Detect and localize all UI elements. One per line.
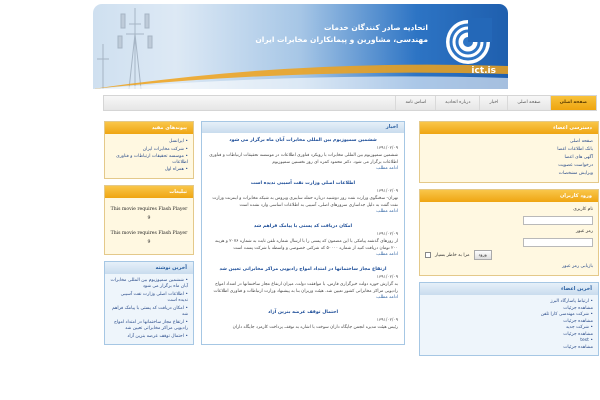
latest-posts-box (104, 261, 194, 345)
read-more-link[interactable]: ادامه مطلب (376, 252, 398, 257)
access-link[interactable]: ویرایش مشخصات (558, 171, 593, 176)
news-article (208, 180, 398, 214)
header-title (255, 22, 428, 46)
article-title[interactable]: امکان دریافت کد پستی با پیامک فراهم شد (253, 224, 353, 229)
access-link[interactable]: بانک اطلاعات اعضا (557, 147, 593, 152)
access-link[interactable]: صفحه اصلی (569, 139, 593, 144)
login-title: ورود کاربران (420, 190, 598, 202)
username-input[interactable] (523, 216, 593, 225)
remember-me-label: مرا به خاطر بسپار (435, 252, 470, 258)
latest-post-link[interactable]: • اطلاعات اصلی وزارت نفت آسیبی ندیده است (120, 292, 188, 303)
article-date: ۱۳۹۱/۰۲/۰۹ (376, 275, 398, 280)
nav-item-news[interactable]: اخبار (479, 96, 507, 110)
latest-members-title: آخرین اعضاء (420, 283, 598, 295)
article-summary: به گزارش حوزه دولت خبرگزاری فارس، با موافقت دولت، میزان ارتفاع مجاز ساختمانها در امتداد امواج رادیویی مراکز مخابراتی کشور تعیین شد. هیئت وزیران بنا به پیشنهاد وزارت ارتباطات و فناوری اطلاعات (213, 282, 398, 294)
member-link[interactable]: • شرکت مهندسی کارا تلفن (540, 312, 593, 317)
header-title-line1: اتحادیه صادر کنندگان خدمات (323, 23, 428, 32)
member-link[interactable]: • ارتباط پاسارگاد البرز (550, 299, 593, 304)
nav-item-home-active[interactable]: صفحه اصلی (550, 96, 596, 110)
latest-members-box (419, 282, 599, 356)
flash-placeholder: This movie requires Flash Player 9 (110, 207, 188, 221)
member-details-link[interactable]: مشاهده جزئیات (563, 318, 593, 324)
article-summary: رئیس هیئت مدیره انجمن جایگاه داران سوخت با اشاره به توقف پرداخت کارمزد جایگاه داران (232, 325, 398, 330)
member-link[interactable]: • test (580, 338, 593, 343)
access-link[interactable]: آگهی های اعضا (564, 155, 593, 160)
password-input[interactable] (523, 238, 593, 247)
logo-text: ict.is (471, 66, 496, 76)
link-item[interactable]: • شرکت مخابرات ایران (142, 147, 188, 152)
nav-item-home[interactable]: صفحه اصلی (507, 96, 549, 110)
article-date: ۱۳۹۱/۰۲/۰۹ (376, 318, 398, 323)
globe-logo-icon (436, 12, 500, 72)
flash-placeholder: This movie requires Flash Player 9 (110, 231, 188, 245)
news-article (208, 137, 398, 171)
article-summary: تهران- سخنگوی وزارت نفت روز دوشنبه درباره حمله سایبری ویروس به شبکه مخابرات و اینترنت وزارت نفت گفت به دلیل جداسازی سرورهای اصلی، آسیبی به اطلاعات اساسی وارد نشده است (212, 196, 398, 208)
latest-post-link[interactable]: • ششمین سمپوزیوم بین المللی مخابرات آبان ماه برگزار می شود (110, 278, 188, 289)
site-header (93, 4, 508, 89)
latest-post-link[interactable]: • امکان دریافت کد پستی با پیامک فراهم شد (111, 306, 188, 317)
link-item[interactable]: • همراه اول (164, 167, 188, 172)
read-more-link[interactable]: ادامه مطلب (376, 166, 398, 171)
useful-links-box (104, 121, 194, 179)
nav-item-charter[interactable]: اساس نامه (395, 96, 435, 110)
link-item[interactable]: • موسسه تحقیقات ارتباطات و فناوری اطلاعات (116, 154, 188, 165)
news-article (208, 309, 398, 331)
login-button[interactable]: ورود (474, 250, 492, 260)
article-title[interactable]: ارتقاع مجاز ساختمانها در امتداد امواج رادیویی مراکز مخابراتی تعیین شد (219, 267, 387, 272)
news-article (208, 266, 398, 300)
article-date: ۱۳۹۱/۰۲/۰۹ (376, 146, 398, 151)
article-summary: از روزهای گذشته پیامکی با این مضمون که پستی را با ارسال شماره تلفن ثابت به شماره ۲۰۷۶ و هزینه ۲۰۰ تومان دریافت کنید از شماره ۵۰۰۰۰ که شرکتی خصوصی و واسطه با شرکت پست است (214, 239, 398, 251)
article-title[interactable]: ششمین سمپوزیوم بین المللی مخابرات آبان ماه برگزار می شود (229, 138, 377, 143)
news-article (208, 223, 398, 257)
left-sidebar (104, 121, 194, 351)
login-box (419, 189, 599, 276)
member-details-link[interactable]: مشاهده جزئیات (563, 305, 593, 311)
username-label: نام کاربری (573, 207, 593, 212)
link-item[interactable]: • ایرانسل (169, 139, 188, 144)
remember-me-checkbox[interactable] (425, 252, 431, 258)
access-link[interactable]: درخواست عضویت (558, 163, 593, 168)
ads-box (104, 185, 194, 255)
member-access-title: دسترسی اعضاء (420, 122, 598, 134)
news-title: اخبار (202, 122, 404, 133)
read-more-link[interactable]: ادامه مطلب (376, 295, 398, 300)
latest-post-link[interactable]: • ارتقاع مجاز ساختمانها در امتداد امواج رادیویی مراکز مخابراتی تعیین شد (113, 320, 188, 331)
article-title[interactable]: احتمال توقف عرضه بنزین آزاد (267, 310, 339, 315)
news-column (201, 121, 405, 345)
article-date: ۱۳۹۱/۰۲/۰۹ (376, 232, 398, 237)
latest-post-link[interactable]: • احتمال توقف عرضه بنزین آزاد (127, 334, 188, 339)
right-sidebar (419, 121, 599, 362)
header-title-line2: مهندسی، مشاورین و پیمانکاران مخابرات ایران (255, 35, 428, 44)
article-title[interactable]: اطلاعات اصلی وزارت نفت آسیبی ندیده است (250, 181, 356, 186)
latest-posts-title: آخرین نوشته (105, 262, 193, 274)
member-link[interactable]: • شرکت جدید (565, 325, 593, 330)
read-more-link[interactable]: ادامه مطلب (376, 209, 398, 214)
nav-item-about[interactable]: درباره اتحادیه (435, 96, 479, 110)
article-summary: ششمین سمپوزیوم بین المللی مخابرات با رویکرد فناوری اطلاعات در موسسه تحقیقات ارتباطات و فناوری اطلاعات برگزار می شود. دکتر محمود کمره ای روز نخستین سمپوزیوم (209, 153, 398, 165)
ads-title: تبلیغات (105, 186, 193, 198)
password-label: رمز عبور (575, 229, 593, 234)
forgot-password-link[interactable]: بازیابی رمز عبور (562, 264, 593, 269)
member-access-box (419, 121, 599, 183)
useful-links-title: پیوندهای مفید (105, 122, 193, 134)
article-date: ۱۳۹۱/۰۲/۰۹ (376, 189, 398, 194)
member-details-link[interactable]: مشاهده جزئیات (563, 331, 593, 337)
member-details-link[interactable]: مشاهده جزئیات (563, 344, 593, 350)
main-navigation (103, 95, 597, 111)
news-box (201, 121, 405, 345)
